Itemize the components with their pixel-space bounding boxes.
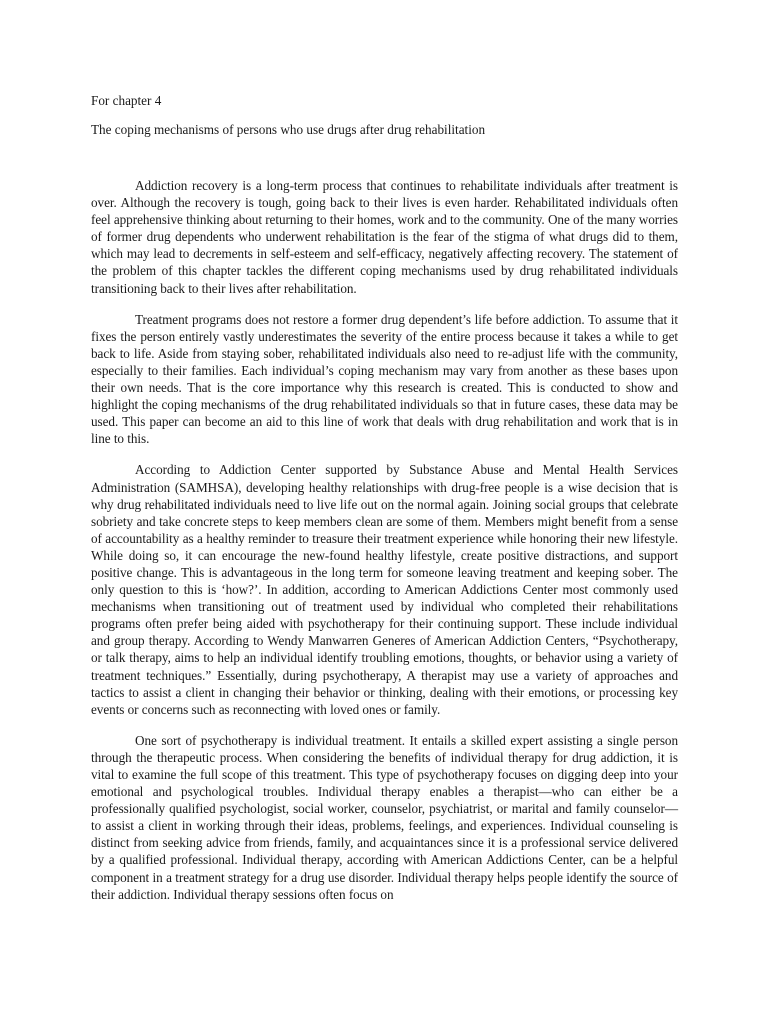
paragraph-2: Treatment programs does not restore a former drug dependent’s life before addiction. To assume that it fixes the person entirely vastly underestimates the severity of the entire process because it takes a while to get back to life. Aside from staying sober, rehabilitated individuals also need to re-adjust life with the community, especially to their families. Each individual’s coping mechanism may vary from another as these bases upon their own needs. That is the core importance why this research is created. This is conducted to show and highlight the coping mechanisms of the drug rehabilitated individuals so that in future cases, these data may be used. This paper can become an aid to this line of work that deals with drug rehabilitation and work that is in line to this.	[91, 311, 678, 447]
chapter-label: For chapter 4	[91, 93, 162, 108]
document-title: The coping mechanisms of persons who use drugs after drug rehabilitation	[91, 122, 486, 137]
paragraph-1: Addiction recovery is a long-term process that continues to rehabilitate individuals after treatment is over. Although the recovery is tough, going back to their lives is even harder. Rehabilitated individuals often feel apprehensive thinking about returning to their homes, work and to the community. One of the many worries of former drug dependents who underwent rehabilitation is the fear of the stigma of what drugs did to them, which may lead to decrements in self-esteem and self-efficacy, negatively affecting recovery. The statement of the problem of this chapter tackles the different coping mechanisms used by drug rehabilitated individuals transitioning back to their lives after rehabilitation.	[91, 178, 678, 296]
paragraph-3: According to Addiction Center supported by Substance Abuse and Mental Health Services Administration (SAMHSA), developing healthy relationships with drug-free people is a wise decision that is why drug rehabilitated individuals need to live life out on the normal again. Joining social groups that celebrate sobriety and take concrete steps to keep members clean are some of them. Members might benefit from a sense of accountability as a healthy reminder to treasure their treatment experience while honoring their new lifestyle. While doing so, it can encourage the new-found healthy lifestyle, create positive distractions, and support positive change. This is advantageous in the long term for someone leaving treatment and keeping sober. The only question to this is ‘how?’. In addition, according to American Addictions Center most commonly used mechanisms when transitioning out of treatment used by individual who completed their rehabilitations programs often prefer being aided with psychotherapy for their continuing support. These include individual and group therapy. According to Wendy Manwarren Generes of American Addiction Centers, “Psychotherapy, or talk therapy, aims to help an individual identify troubling emotions, thoughts, or behavior using a variety of treatment techniques.” Essentially, during psychotherapy, A therapist may use a variety of approaches and tactics to assist a client in changing their behavior or thinking, dealing with their emotions, or processing key events or concerns such as reconnecting with loved ones or family.	[91, 462, 678, 717]
paragraph-4: One sort of psychotherapy is individual treatment. It entails a skilled expert assisting a single person through the therapeutic process. When considering the benefits of individual therapy for drug addiction, it is vital to examine the full scope of this treatment. This type of psychotherapy focuses on digging deep into your emotional and psychological troubles. Individual therapy enables a therapist—who can either be a professionally qualified psychologist, social worker, counselor, psychiatrist, or marital and family counselor—to assist a client in working through their ideas, problems, feelings, and experiences. Individual counseling is distinct from seeking advice from friends, family, and acquaintances since it is a professional service delivered by a qualified professional. Individual therapy, according with American Addictions Center, can be a helpful component in a treatment strategy for a drug use disorder. Individual therapy helps people identify the source of their addiction. Individual therapy sessions often focus on	[91, 732, 678, 902]
body-text	[91, 177, 678, 917]
